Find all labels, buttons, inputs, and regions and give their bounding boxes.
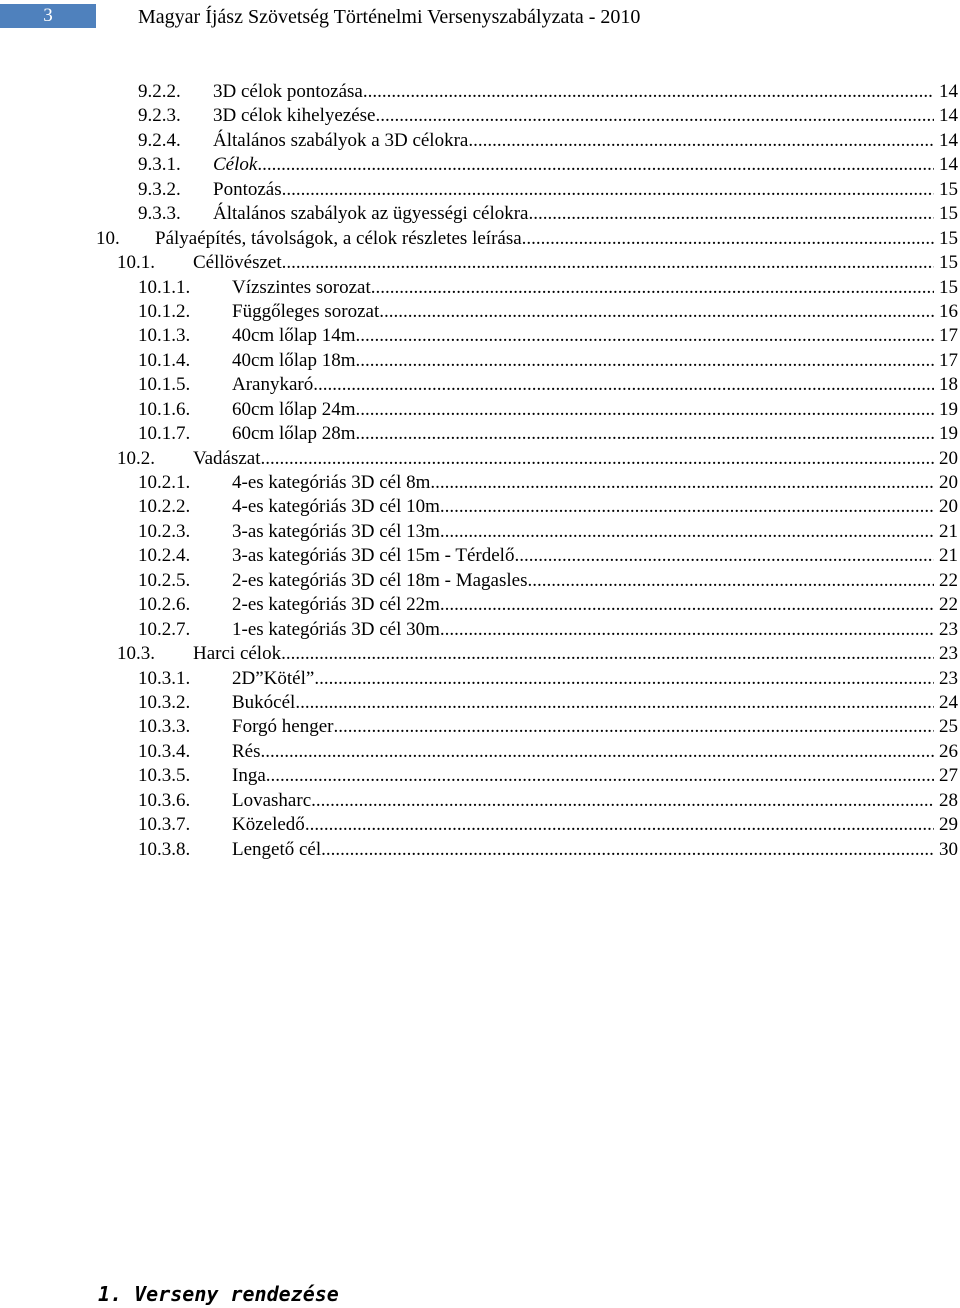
toc-entry-title-leader [232, 618, 934, 642]
dot-leader [281, 642, 934, 666]
toc-entry-number: 10.2.4. [138, 545, 191, 567]
toc-entry-title-leader [232, 667, 934, 691]
toc-entry-title: Közeledő [232, 814, 305, 836]
dot-leader [440, 593, 934, 617]
toc-entry-title-leader [232, 300, 934, 324]
dot-leader [468, 129, 934, 153]
toc-entry[interactable] [0, 495, 960, 519]
toc-entry-page: 22 [939, 594, 958, 616]
dot-leader [440, 495, 934, 519]
toc-entry-title: Aranykaró [232, 374, 314, 396]
toc-entry[interactable] [0, 642, 960, 666]
toc-entry[interactable] [0, 520, 960, 544]
toc-entry-number: 10.1.1. [138, 276, 191, 298]
toc-entry-title: Vízszintes sorozat [232, 276, 371, 298]
toc-entry-number: 10.1.2. [138, 300, 191, 322]
toc-entry[interactable] [0, 178, 960, 202]
toc-entry-number: 10.3.8. [138, 838, 191, 860]
toc-entry-title: Rés [232, 740, 261, 762]
toc-entry-page: 18 [939, 374, 958, 396]
dot-leader [313, 373, 934, 397]
toc-entry[interactable] [0, 447, 960, 471]
toc-entry-page: 15 [939, 227, 958, 249]
toc-entry[interactable] [0, 618, 960, 642]
toc-entry-number: 9.2.4. [138, 129, 181, 151]
toc-entry-title-leader [193, 251, 934, 275]
toc-entry[interactable] [0, 667, 960, 691]
toc-entry-page: 27 [939, 765, 958, 787]
toc-entry-title-leader [232, 373, 934, 397]
toc-entry[interactable] [0, 593, 960, 617]
toc-entry-number: 10.3.5. [138, 765, 191, 787]
toc-entry-title-leader [213, 129, 934, 153]
toc-entry-page: 29 [939, 814, 958, 836]
toc-entry-number: 10.1. [117, 252, 155, 274]
toc-entry-title-leader [232, 471, 934, 495]
toc-entry-number: 10.3.4. [138, 740, 191, 762]
dot-leader [334, 715, 935, 739]
dot-leader [355, 349, 934, 373]
toc-entry-title-leader [232, 276, 934, 300]
toc-entry-number: 10.2.1. [138, 472, 191, 493]
toc-entry-number: 10.2.2. [138, 496, 191, 518]
toc-entry[interactable] [0, 349, 960, 373]
toc-entry-number: 10.2.3. [138, 520, 191, 542]
toc-entry-page: 14 [939, 81, 958, 102]
toc-entry-number: 10.1.6. [138, 398, 191, 420]
toc-entry-title-leader [232, 422, 934, 446]
toc-entry-page: 28 [939, 789, 958, 811]
toc-entry-title: Függőleges sorozat [232, 300, 380, 322]
dot-leader [321, 838, 934, 862]
toc-entry-title: 4-es kategóriás 3D cél 8m [232, 472, 431, 493]
toc-entry-title-leader [213, 178, 934, 202]
toc-entry-title: 60cm lőlap 28m [232, 423, 356, 445]
toc-entry-title: 3D célok pontozása [213, 81, 363, 102]
toc-entry[interactable] [0, 471, 960, 495]
toc-entry-title-leader [232, 520, 934, 544]
dot-leader [266, 764, 934, 788]
toc-entry-page: 15 [939, 178, 958, 200]
toc-entry-title-leader [232, 349, 934, 373]
dot-leader [371, 276, 934, 300]
toc-entry-title-leader [232, 593, 934, 617]
toc-entry-page: 23 [939, 667, 958, 689]
toc-entry-title-leader [213, 80, 934, 104]
toc-entry-number: 10.1.7. [138, 423, 191, 445]
toc-entry[interactable] [0, 129, 960, 153]
toc-entry[interactable] [0, 691, 960, 715]
dot-leader [375, 104, 934, 128]
toc-entry-title: 4-es kategóriás 3D cél 10m [232, 496, 440, 518]
toc-entry-number: 9.3.2. [138, 178, 181, 200]
toc-entry-title-leader [232, 398, 934, 422]
toc-entry-title-leader [213, 202, 934, 226]
dot-leader [311, 789, 934, 813]
dot-leader [379, 300, 934, 324]
toc-entry-title: 40cm lőlap 14m [232, 325, 356, 347]
toc-entry[interactable] [0, 373, 960, 397]
toc-entry[interactable] [0, 227, 960, 251]
toc-entry-number: 10.3.2. [138, 691, 191, 713]
toc-entry-title-leader [232, 544, 934, 568]
toc-entry[interactable] [0, 544, 960, 568]
toc-entry-title: 40cm lőlap 18m [232, 349, 356, 371]
toc-entry[interactable] [0, 715, 960, 739]
toc-entry-page: 17 [939, 325, 958, 347]
toc-entry-page: 14 [939, 154, 958, 176]
toc-entry-number: 10.3.6. [138, 789, 191, 811]
toc-entry-title: Lengető cél [232, 838, 322, 860]
toc-entry-title: 60cm lőlap 24m [232, 398, 356, 420]
toc-entry-title: 3D célok kihelyezése [213, 105, 376, 127]
toc-entry-title: Céllövészet [193, 252, 282, 274]
toc-entry-page: 26 [939, 740, 958, 762]
toc-entry-page: 25 [939, 716, 958, 738]
dot-leader [440, 618, 934, 642]
toc-entry-number: 10.2.5. [138, 569, 191, 591]
toc-entry-title-leader [193, 447, 934, 471]
toc-entry-page: 15 [939, 252, 958, 274]
toc-entry-page: 14 [939, 105, 958, 127]
dot-leader [282, 178, 934, 202]
toc-entry-number: 10.1.4. [138, 349, 191, 371]
toc-entry-title-leader [213, 104, 934, 128]
toc-entry[interactable] [0, 764, 960, 788]
toc-entry-number: 10.3.1. [138, 667, 191, 689]
toc-entry-page: 20 [939, 496, 958, 518]
toc-entry-number: 9.2.3. [138, 105, 181, 127]
toc-entry-title-leader [232, 764, 934, 788]
dot-leader [355, 422, 934, 446]
toc-entry[interactable] [0, 813, 960, 837]
toc-entry[interactable] [0, 569, 960, 593]
toc-entry-page: 17 [939, 349, 958, 371]
toc-entry[interactable] [0, 104, 960, 128]
toc-entry[interactable] [0, 202, 960, 226]
dot-leader [363, 80, 934, 104]
toc-entry-number: 10.2.6. [138, 594, 191, 616]
toc-entry-title-leader [232, 789, 934, 813]
toc-entry-page: 21 [939, 545, 958, 567]
toc-entry-title: Forgó henger [232, 716, 334, 738]
toc-entry-page: 19 [939, 423, 958, 445]
toc-entry-number: 9.3.3. [138, 203, 181, 225]
toc-entry-page: 23 [939, 618, 958, 640]
toc-entry-page: 15 [939, 276, 958, 298]
dot-leader [355, 324, 934, 348]
dot-leader [295, 691, 934, 715]
toc-entry-number: 10.3.3. [138, 716, 191, 738]
toc-entry[interactable] [0, 740, 960, 764]
toc-entry-number: 10.2.7. [138, 618, 191, 640]
dot-leader [529, 202, 935, 226]
toc-entry-title-leader [232, 691, 934, 715]
dot-leader [514, 544, 934, 568]
toc-entry-title: Vadászat [193, 447, 261, 469]
toc-entry-number: 10.3.7. [138, 814, 191, 836]
toc-entry-page: 22 [939, 569, 958, 591]
toc-entry-page: 14 [939, 129, 958, 151]
toc-entry[interactable] [0, 251, 960, 275]
toc-entry[interactable] [0, 276, 960, 300]
toc-entry-title: Általános szabályok a 3D célokra [213, 129, 469, 151]
toc-entry-page: 30 [939, 838, 958, 860]
toc-entry-title-leader [193, 642, 934, 666]
toc-entry-number: 10.3. [117, 643, 155, 665]
dot-leader [440, 520, 934, 544]
toc-entry-title: 1-es kategóriás 3D cél 30m [232, 618, 440, 640]
toc-entry[interactable] [0, 300, 960, 324]
toc-entry-page: 24 [939, 691, 958, 713]
toc-entry-title-leader [213, 153, 934, 177]
dot-leader [261, 740, 935, 764]
toc-entry-title: 3-as kategóriás 3D cél 13m [232, 520, 440, 542]
toc-entry-title: Pontozás [213, 178, 282, 200]
dot-leader [305, 813, 934, 837]
toc-entry-title: Lovasharc [232, 789, 312, 811]
toc-entry-title: 3-as kategóriás 3D cél 15m - Térdelő [232, 545, 515, 567]
toc-entry[interactable] [0, 422, 960, 446]
toc-entry-number: 10.1.5. [138, 374, 191, 396]
toc-entry-page: 15 [939, 203, 958, 225]
toc-entry-title-leader [232, 569, 934, 593]
dot-leader [522, 227, 934, 251]
toc-entry-title-leader [232, 715, 934, 739]
page-header [0, 0, 960, 34]
toc-entry-title-leader [232, 838, 934, 862]
toc-entry-page: 16 [939, 300, 958, 322]
toc-entry-number: 10.2. [117, 447, 155, 469]
toc-entry-title: 2-es kategóriás 3D cél 22m [232, 594, 440, 616]
toc-entry-page: 20 [939, 472, 958, 493]
toc-entry-page: 23 [939, 643, 958, 665]
toc-entry[interactable] [0, 324, 960, 348]
toc-entry-title: Bukócél [232, 691, 296, 713]
toc-entry-number: 9.3.1. [138, 154, 181, 176]
dot-leader [527, 569, 934, 593]
toc-entry-number: 9.2.2. [138, 81, 181, 102]
document-title: Magyar Íjász Szövetség Történelmi Versenyszabályzata - 2010 [138, 6, 641, 28]
toc-entry[interactable] [0, 838, 960, 862]
dot-leader [282, 251, 934, 275]
toc-entry-title: Célok [213, 154, 258, 176]
dot-leader [257, 153, 934, 177]
toc-entry-page: 21 [939, 520, 958, 542]
toc-entry[interactable] [0, 80, 960, 104]
toc-entry-title-leader [232, 495, 934, 519]
dot-leader [355, 398, 934, 422]
dot-leader [430, 471, 934, 495]
toc-entry[interactable] [0, 398, 960, 422]
toc-entry-title: Általános szabályok az ügyességi célokra [213, 203, 529, 225]
toc-entry-title-leader [155, 227, 934, 251]
toc-entry-title: 2D”Kötél” [232, 667, 315, 689]
toc-entry-title: 2-es kategóriás 3D cél 18m - Magasles [232, 569, 528, 591]
dot-leader [314, 667, 934, 691]
toc-entry-number: 10.1.3. [138, 325, 191, 347]
page-number-badge: 3 [0, 4, 96, 28]
toc-entry[interactable] [0, 789, 960, 813]
toc-entry-title: Harci célok [193, 643, 282, 665]
section-heading: 1. Verseny rendezése [98, 1282, 339, 1306]
dot-leader [261, 447, 934, 471]
toc-entry-title-leader [232, 813, 934, 837]
toc-entry-page: 19 [939, 398, 958, 420]
table-of-contents [0, 80, 960, 862]
toc-entry-page: 20 [939, 447, 958, 469]
toc-entry[interactable] [0, 153, 960, 177]
toc-entry-title-leader [232, 740, 934, 764]
toc-entry-number: 10. [96, 227, 120, 249]
toc-entry-title-leader [232, 324, 934, 348]
toc-entry-title: Pályaépítés, távolságok, a célok részletes leírása [155, 227, 522, 249]
toc-entry-title: Inga [232, 765, 266, 787]
